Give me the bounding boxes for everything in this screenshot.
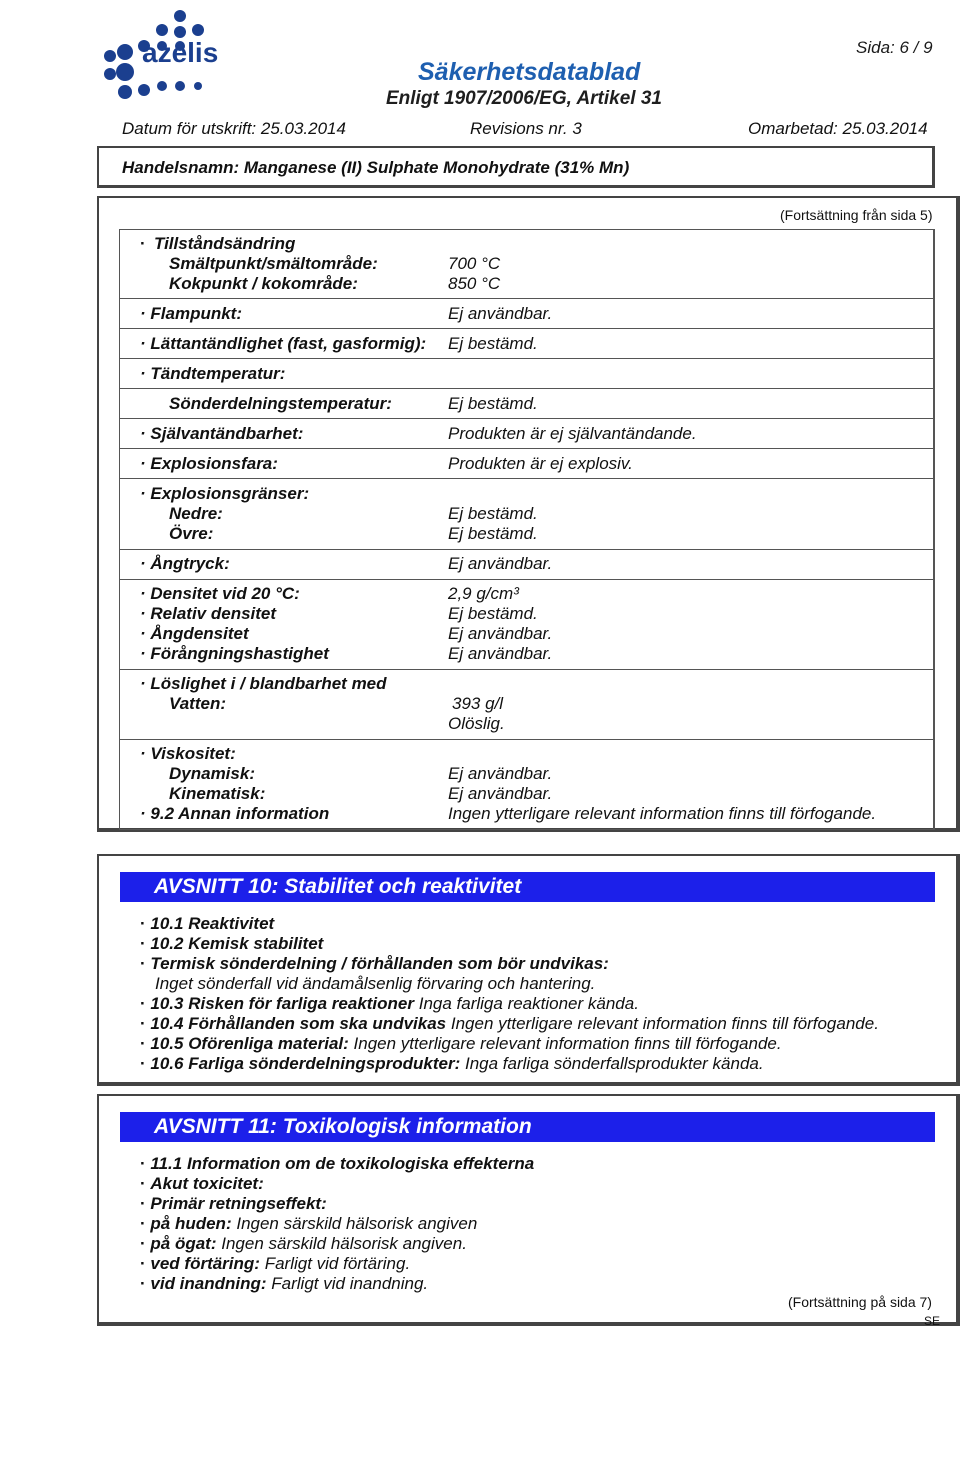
list-item: · 10.3 Risken för farliga reaktioner Inga farliga reaktioner kända. (140, 994, 639, 1013)
table-separator (119, 739, 935, 740)
row-value: Ingen ytterligare relevant information finns till förfogande. (448, 804, 877, 823)
list-item: · 10.5 Oförenliga material: Ingen ytterligare relevant information finns till förfogande. (140, 1034, 782, 1053)
row-value: Ej användbar. (448, 304, 553, 323)
row-label: Smältpunkt/smältområde: (169, 254, 378, 273)
row-value: Ej användbar. (448, 784, 553, 803)
trade-name: Handelsnamn: Manganese (II) Sulphate Monohydrate (31% Mn) (122, 158, 630, 177)
table-separator (119, 829, 935, 830)
row-value: Ej bestämd. (448, 504, 538, 523)
row-label: · Explosionsgränser: (140, 484, 310, 503)
table-separator (119, 549, 935, 550)
list-item: · vid inandning: Farligt vid inandning. (140, 1274, 429, 1293)
section-10-header (120, 872, 935, 902)
row-label: Övre: (169, 524, 214, 543)
list-item: · 10.6 Farliga sönderdelningsprodukter: Inga farliga sönderfallsprodukter kända. (140, 1054, 764, 1073)
logo-wordmark: azelis (142, 37, 219, 68)
list-item: · på huden: Ingen särskild hälsorisk angiven (140, 1214, 478, 1233)
row-value: 2,9 g/cm³ (448, 584, 519, 603)
row-value: Ej användbar. (448, 554, 553, 573)
row-label: · Densitet vid 20 °C: (140, 584, 300, 603)
row-value: Olöslig. (448, 714, 505, 733)
row-value: 700 °C (448, 254, 501, 273)
table-separator (119, 478, 935, 479)
row-label: · Ångdensitet (140, 624, 249, 643)
document-subtitle: Enligt 1907/2006/EG, Artikel 31 (386, 88, 662, 109)
row-value: Ej användbar. (448, 644, 553, 663)
table-separator (119, 418, 935, 419)
list-item: · Primär retningseffekt: (140, 1194, 327, 1213)
row-value: Ej bestämd. (448, 604, 538, 623)
row-label: · Tändtemperatur: (140, 364, 286, 383)
table-separator (119, 298, 935, 299)
row-label: · 9.2 Annan information (140, 804, 330, 823)
row-label: Nedre: (169, 504, 223, 523)
list-item: · ved förtäring: Farligt vid förtäring. (140, 1254, 411, 1273)
list-item: · på ögat: Ingen särskild hälsorisk angiven. (140, 1234, 467, 1253)
row-label: Vatten: (169, 694, 226, 713)
revision-number: Revisions nr. 3 (470, 119, 582, 138)
row-label: · Lättantändlighet (fast, gasformig): (140, 334, 427, 353)
list-item: · 10.4 Förhållanden som ska undvikas Ingen ytterligare relevant information finns till förfogande. (140, 1014, 879, 1033)
table-separator (119, 448, 935, 449)
list-item: · 11.1 Information om de toxikologiska effekterna (140, 1154, 535, 1173)
row-value: Ej bestämd. (448, 394, 538, 413)
list-item: · 10.1 Reaktivitet (140, 914, 275, 933)
table-row: · Tillståndsändring (140, 234, 296, 253)
row-label: Dynamisk: (169, 764, 255, 783)
row-value: Produkten är ej explosiv. (448, 454, 633, 473)
list-item: · Termisk sönderdelning / förhållanden som bör undvikas: (140, 954, 609, 973)
row-label: · Explosionsfara: (140, 454, 278, 473)
row-value: Ej användbar. (448, 764, 553, 783)
row-value: 393 g/l (452, 694, 504, 713)
row-label: · Flampunkt: (140, 304, 242, 323)
row-label: · Självantändbarhet: (140, 424, 304, 443)
table-separator (119, 388, 935, 389)
list-item: · Akut toxicitet: (140, 1174, 264, 1193)
table-separator (119, 328, 935, 329)
row-value: Ej bestämd. (448, 334, 538, 353)
section-11-header (120, 1112, 935, 1142)
list-item: · 10.2 Kemisk stabilitet (140, 934, 324, 953)
row-label: · Löslighet i / blandbarhet med (140, 674, 387, 693)
section-10-title: AVSNITT 10: Stabilitet och reaktivitet (154, 875, 522, 898)
azelis-logo (100, 6, 260, 106)
row-value: 850 °C (448, 274, 501, 293)
table-separator (119, 669, 935, 670)
table-separator (119, 229, 935, 230)
table-separator (119, 579, 935, 580)
list-item-text: Inget sönderfall vid ändamålsenlig förvaring och hantering. (155, 974, 596, 993)
row-label: · Förångningshastighet (140, 644, 329, 663)
row-label: · Viskositet: (140, 744, 236, 763)
continued-from-note: (Fortsättning från sida 5) (780, 207, 933, 223)
row-value: Produkten är ej självantändande. (448, 424, 697, 443)
row-label: Sönderdelningstemperatur: (169, 394, 392, 413)
row-label: Kokpunkt / kokområde: (169, 274, 358, 293)
language-code: SE (924, 1314, 941, 1328)
row-value: Ej bestämd. (448, 524, 538, 543)
page-number: Sida: 6 / 9 (856, 38, 933, 57)
edited-date: Omarbetad: 25.03.2014 (748, 119, 928, 138)
row-label: · Ångtryck: (140, 554, 230, 573)
document-title: Säkerhetsdatablad (418, 58, 641, 86)
row-label: · Relativ densitet (140, 604, 277, 623)
table-separator (119, 358, 935, 359)
row-label: Kinematisk: (169, 784, 266, 803)
continued-to-note: (Fortsättning på sida 7) (788, 1294, 932, 1310)
row-value: Ej användbar. (448, 624, 553, 643)
section-11-title: AVSNITT 11: Toxikologisk information (154, 1115, 532, 1138)
print-date: Datum för utskrift: 25.03.2014 (122, 119, 346, 138)
